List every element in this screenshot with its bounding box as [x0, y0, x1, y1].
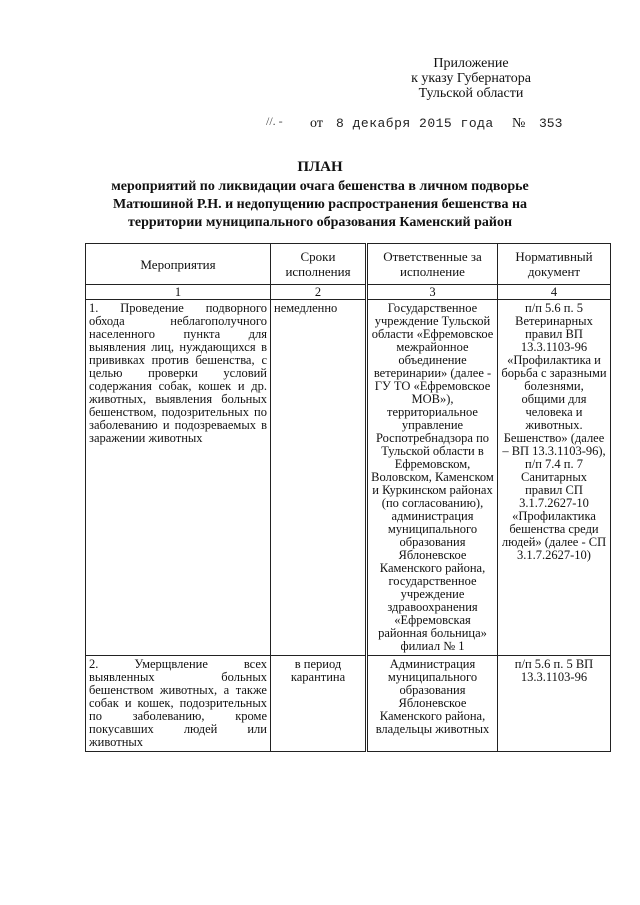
header-document: Нормативный документ	[498, 244, 611, 285]
table-header-row	[86, 244, 611, 285]
term-cell: немедленно	[271, 300, 367, 656]
responsible-cell: Администрация муниципального образования Яблоневское Каменского района, владельцы животных	[367, 656, 498, 752]
measure-cell: 1. Проведение подворного обхода неблагополучного населенного пункта для выявления лиц, нуждающихся в прививках против бешенства, с целью проверки условий содержания собак, кошек и др. животных, выявления больных бешенством, подозрительных по заболеванию и подозреваемых в заражении животных	[86, 300, 271, 656]
header-responsible: Ответственные за исполнение	[367, 244, 498, 285]
measures-table	[85, 243, 611, 752]
title-line-3: территории муниципального образования Каменский район	[127, 215, 513, 230]
decree-number: 353	[539, 116, 563, 131]
table-row	[86, 656, 611, 752]
col-number: 3	[367, 285, 498, 300]
col-number: 2	[271, 285, 367, 300]
from-label: от	[310, 116, 323, 131]
number-label: №	[512, 116, 526, 131]
appendix-header	[376, 56, 566, 101]
col-number: 1	[86, 285, 271, 300]
title-line-1: мероприятий по ликвидации очага бешенства в личном подворье	[111, 179, 529, 194]
measure-cell: 2. Умерщвление всех выявленных больных бешенством животных, а также собак и кошек, подозрительных по заболеванию, кроме покусавших людей или животных	[86, 656, 271, 752]
header-measures: Мероприятия	[86, 244, 271, 285]
appendix-line-1: Приложение	[433, 56, 509, 71]
plan-heading: ПЛАН	[297, 159, 343, 175]
decree-date: 8 декабря 2015 года	[336, 116, 494, 131]
title-line-2: Матюшиной Р.Н. и недопущению распространения бешенства на	[112, 197, 528, 212]
header-terms: Сроки исполнения	[271, 244, 367, 285]
term-cell: в период карантина	[271, 656, 367, 752]
decree-line	[262, 116, 582, 132]
document-title	[80, 158, 560, 232]
appendix-line-3: Тульской области	[418, 86, 524, 101]
handwritten-mark: //. -	[266, 114, 283, 128]
col-number: 4	[498, 285, 611, 300]
appendix-line-2: к указу Губернатора	[411, 71, 531, 86]
table-row	[86, 300, 611, 656]
document-cell: п/п 5.6 п. 5 ВП 13.3.1103-96	[498, 656, 611, 752]
responsible-cell: Государственное учреждение Тульской области «Ефремовское межрайонное объединение ветеринарии» (далее - ГУ ТО «Ефремовское МОВ»), территориальное управление Роспотребнадзора по Тульской области в Ефремовском, Воловском, Каменском и Куркинском районах (по согласованию), администрация муниципального образования Яблоневское Каменского района, государственное учреждение здравоохранения «Ефремовская районная больница» филиал № 1	[367, 300, 498, 656]
column-number-row	[86, 285, 611, 300]
document-cell: п/п 5.6 п. 5 Ветеринарных правил ВП 13.3.1103-96 «Профилактика и борьба с заразными болезнями, общими для человека и животных. Бешенство» (далее – ВП 13.3.1103-96), п/п 7.4 п. 7 Санитарных правил СП 3.1.7.2627-10 «Профилактика бешенства среди людей» (далее - СП 3.1.7.2627-10)	[498, 300, 611, 656]
